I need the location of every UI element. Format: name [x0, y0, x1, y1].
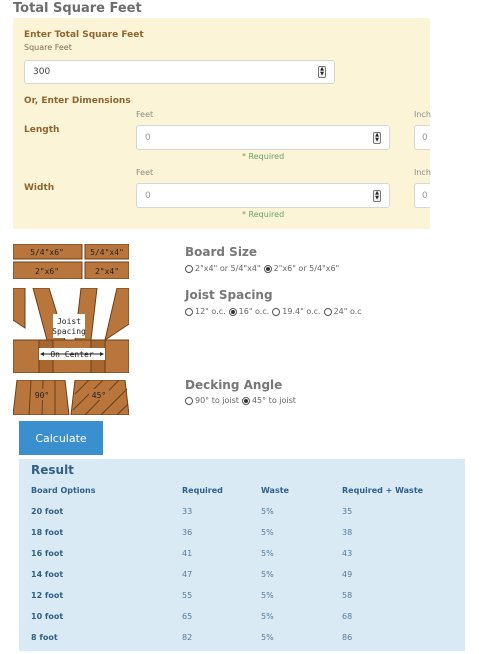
board-label-2x4: 2"x4"	[94, 267, 120, 276]
header-board-options: Board Options	[31, 486, 96, 495]
width-feet-value: 0	[145, 190, 151, 201]
board-label-2x6: 2"x6"	[34, 267, 60, 276]
table-row: 18 foot 36 5% 38	[31, 528, 353, 537]
table-row: 20 foot 33 5% 35	[31, 507, 353, 516]
board-size-option-2x4[interactable]: 2"x4" or 5/4"x4"	[185, 264, 261, 273]
radio-selected-icon[interactable]	[264, 265, 272, 273]
length-inches-label: Inch	[414, 110, 431, 119]
square-feet-input[interactable]	[24, 60, 335, 84]
width-feet-spinner-icon[interactable]: ▲ ▼	[373, 190, 381, 202]
radio-selected-icon[interactable]	[229, 308, 237, 316]
angle-90-label: 90°	[34, 391, 50, 400]
radio-selected-icon[interactable]	[242, 397, 250, 405]
length-feet-label: Feet	[136, 110, 154, 119]
radio-icon[interactable]	[324, 308, 332, 316]
decking-angle-options	[185, 396, 299, 405]
angle-option-90[interactable]: 90° to joist	[185, 396, 239, 405]
length-label: Length	[24, 125, 60, 135]
square-feet-heading: Enter Total Square Feet	[24, 30, 144, 40]
length-required-note: * Required	[242, 152, 285, 161]
header-waste: Waste	[261, 486, 289, 495]
angle-45-label: 45°	[91, 391, 107, 400]
joist-spacing-options	[185, 307, 365, 316]
length-feet-spinner-icon[interactable]: ▲ ▼	[373, 132, 381, 144]
table-row: 16 foot 41 5% 43	[31, 549, 353, 558]
width-inches-label: Inch	[414, 168, 431, 177]
length-feet-input[interactable]	[136, 125, 390, 150]
joist-option-12[interactable]: 12" o.c.	[185, 307, 226, 316]
table-row: 8 foot 82 5% 86	[31, 633, 353, 642]
width-inches-value: 0	[422, 190, 428, 201]
angle-option-45[interactable]: 45° to joist	[242, 396, 296, 405]
input-panel	[13, 18, 430, 229]
radio-icon[interactable]	[185, 308, 193, 316]
length-inches-input[interactable]	[414, 125, 430, 150]
radio-icon[interactable]	[185, 397, 193, 405]
board-label-54x6: 5/4"x6"	[30, 248, 64, 257]
on-center-label: On Center	[50, 350, 94, 359]
radio-icon[interactable]	[272, 308, 280, 316]
table-row: 10 foot 65 5% 68	[31, 612, 353, 621]
board-size-options	[185, 264, 342, 273]
width-feet-label: Feet	[136, 168, 154, 177]
width-inches-input[interactable]	[414, 183, 430, 208]
page-title: Total Square Feet	[13, 1, 142, 16]
spacing-label: Spacing	[52, 327, 86, 336]
table-row: 14 foot 47 5% 49	[31, 570, 353, 579]
square-feet-spinner-icon[interactable]: ▲ ▼	[318, 66, 326, 78]
decking-angle-title: Decking Angle	[185, 378, 283, 392]
decking-angle-illustration	[13, 380, 129, 415]
length-inches-value: 0	[422, 132, 428, 143]
joist-option-24[interactable]: 24" o.c	[324, 307, 362, 316]
square-feet-value: 300	[33, 67, 51, 77]
joist-spacing-illustration	[13, 288, 129, 373]
width-required-note: * Required	[242, 210, 285, 219]
board-size-illustration	[13, 244, 129, 279]
result-panel	[19, 459, 465, 651]
calculate-button[interactable]: Calculate	[19, 421, 103, 455]
dimensions-heading: Or, Enter Dimensions	[24, 96, 131, 106]
square-feet-label: Square Feet	[24, 43, 72, 52]
joist-option-16[interactable]: 16" o.c.	[229, 307, 270, 316]
header-required: Required	[182, 486, 223, 495]
board-size-option-2x6[interactable]: 2"x6" or 5/4"x6"	[264, 264, 340, 273]
radio-icon[interactable]	[185, 265, 193, 273]
board-size-title: Board Size	[185, 245, 258, 259]
length-feet-value: 0	[145, 132, 151, 143]
table-row: 12 foot 55 5% 58	[31, 591, 353, 600]
result-title: Result	[31, 463, 74, 477]
header-required-plus-waste: Required + Waste	[342, 486, 424, 495]
board-label-54x4: 5/4"x4"	[90, 248, 124, 257]
width-feet-input[interactable]	[136, 183, 390, 208]
joist-label: Joist	[56, 317, 82, 326]
width-label: Width	[24, 183, 55, 193]
joist-option-19-4[interactable]: 19.4" o.c.	[272, 307, 320, 316]
joist-spacing-title: Joist Spacing	[185, 288, 273, 302]
